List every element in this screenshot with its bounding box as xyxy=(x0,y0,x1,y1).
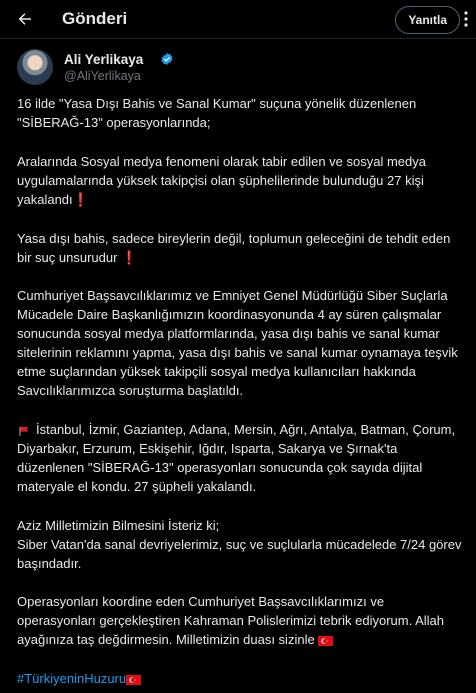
page-title: Gönderi xyxy=(62,9,128,28)
more-icon xyxy=(458,10,474,28)
tweet-paragraph-6: Aziz Milletimizin Bilmesini İsteriz ki; Siber Vatan'da sanal devriyelerimiz, suç ve suçlularla mücadelede 7/24 görev başındadır. xyxy=(17,518,462,571)
red-flag-icon xyxy=(17,426,32,436)
avatar[interactable] xyxy=(17,49,53,85)
tweet-paragraph-3-text: Yasa dışı bahis, sadece bireylerin değil, toplumun geleceğini de tehdit eden bir suç unsurudur xyxy=(17,231,451,265)
exclamation-icon: ❗ xyxy=(72,192,89,207)
tweet-paragraph-4: Cumhuriyet Başsavcılıklarımız ve Emniyet Genel Müdürlüğü Siber Suçlarla Mücadele Daire Başkanlığımızın koordinasyonunda 4 ay süren çalışmalar sonucunda sosyal medya platformlarında, yasa dışı bahis ve sanal kumar sitelerinin reklamını yapma, yasa dışı bahis ve sanal kumar oynamaya teşvik etme suçlarından yüksek takipçili sosyal medya kullanıcıları hakkında Savcılıklarımızca soruşturma başlatıldı. xyxy=(17,288,458,398)
author-name[interactable]: Ali Yerlikaya xyxy=(64,52,144,67)
hashtag-text[interactable]: #TürkiyeninHuzuru xyxy=(17,671,127,686)
tweet-paragraph-3 xyxy=(17,229,465,267)
reply-button[interactable]: Yanıtla xyxy=(395,6,460,34)
hashtag-link[interactable] xyxy=(17,671,141,686)
tweet-paragraph-5 xyxy=(17,420,465,496)
tweet-paragraph-1: 16 ilde "Yasa Dışı Bahis ve Sanal Kumar" suçuna yönelik düzenlenen "SİBERAĞ-13" operasyonlarında; xyxy=(17,96,417,130)
turkey-flag-icon xyxy=(126,675,141,685)
tweet-paragraph-7 xyxy=(17,592,465,649)
tweet-paragraph-7-text: Operasyonları koordine eden Cumhuriyet Başsavcılıklarımızı ve operasyonları gerçekleştiren Kahraman Polislerimizi tebrik ediyorum. Allah ayağınıza taş değdirmesin. Milletimizin duası sizinle xyxy=(17,594,445,647)
back-arrow-icon xyxy=(16,10,34,28)
verified-icon xyxy=(160,52,174,66)
author-block xyxy=(17,49,457,89)
header-more-button[interactable] xyxy=(458,10,474,28)
back-button[interactable] xyxy=(12,6,38,32)
tweet-paragraph-5-text: İstanbul, İzmir, Gaziantep, Adana, Mersin, Ağrı, Antalya, Batman, Çorum, Diyarbakır, Erzurum, Eskişehir, Iğdır, Isparta, Sakarya ve Şırnak'ta düzenlenen "SİBERAĞ-13" operasyonları sonucunda çok sayıda dijital materyale el kondu. 27 şüpheli yakalandı. xyxy=(17,422,456,494)
exclamation-icon: ❗ xyxy=(121,250,138,265)
top-bar xyxy=(0,0,476,39)
tweet-paragraph-2-text: Aralarında Sosyal medya fenomeni olarak tabir edilen ve sosyal medya uygulamalarında yüksek takipçisi olan şüphelilerinde bulunduğu 27 kişi yakalandı xyxy=(17,154,426,207)
author-handle[interactable]: @AliYerlikaya xyxy=(64,69,141,83)
tweet-paragraph-2 xyxy=(17,152,465,209)
turkey-flag-icon xyxy=(318,636,333,646)
